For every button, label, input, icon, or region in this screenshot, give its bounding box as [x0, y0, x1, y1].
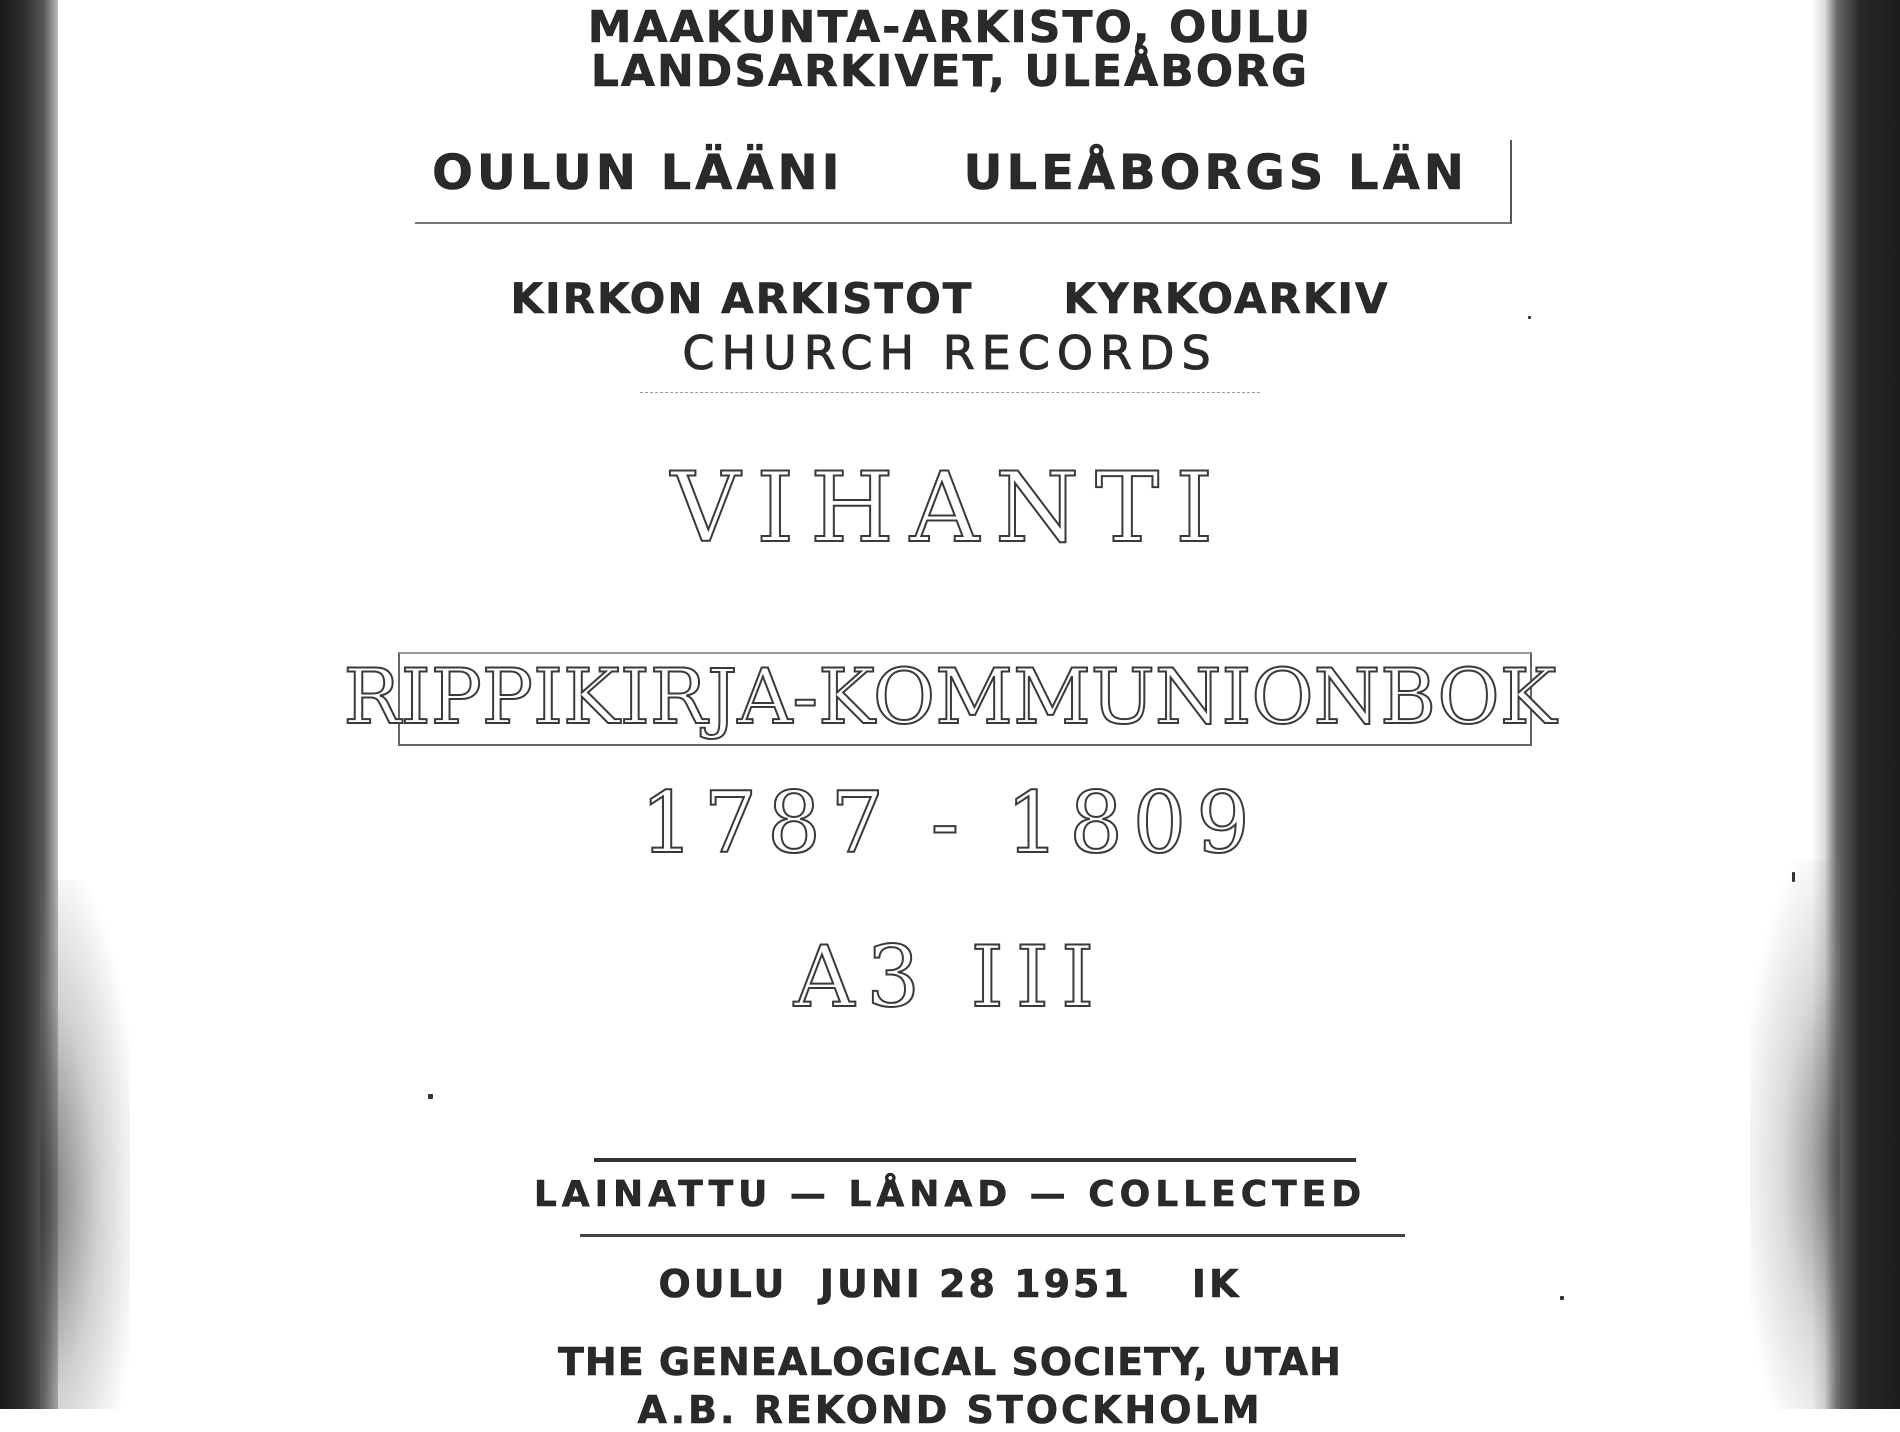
collected-top-rule — [594, 1158, 1356, 1162]
record-years: 1787 - 1809 — [640, 774, 1260, 872]
church-divider — [640, 392, 1260, 393]
collected-label: LAINATTU — LÅNAD — COLLECTED — [533, 1174, 1367, 1215]
parish-name: VIHANTI — [670, 452, 1230, 564]
record-title: RIPPIKIRJA-KOMMUNIONBOK — [343, 652, 1557, 741]
province-line — [0, 145, 1900, 201]
scan-speck — [1792, 872, 1795, 882]
collected-bottom-rule — [580, 1234, 1405, 1237]
scan-speck — [1528, 316, 1531, 319]
church-archive-swedish: KYRKOARKIV — [1063, 274, 1390, 323]
province-finnish: OULUN LÄÄNI — [432, 145, 844, 201]
collected-date: JUNI 28 1951 — [819, 1262, 1132, 1306]
scan-speck — [428, 1094, 433, 1099]
archive-name-finnish: MAAKUNTA-ARKISTO, OULU — [587, 2, 1313, 53]
church-archive-line — [0, 274, 1900, 323]
collected-date-line — [0, 1262, 1900, 1306]
church-archive-finnish: KIRKON ARKISTOT — [510, 274, 974, 323]
collected-place: OULU — [658, 1262, 788, 1306]
church-records-english: CHURCH RECORDS — [682, 326, 1218, 380]
archive-name-swedish: LANDSARKIVET, ULEÅBORG — [590, 46, 1310, 97]
rekond-stockholm: A.B. REKOND STOCKHOLM — [637, 1388, 1263, 1432]
scan-speck — [1560, 1296, 1564, 1300]
genealogical-society: THE GENEALOGICAL SOCIETY, UTAH — [558, 1340, 1342, 1384]
record-signum: A3 III — [793, 928, 1107, 1026]
collected-initials: IK — [1191, 1262, 1242, 1306]
province-swedish: ULEÅBORGS LÄN — [963, 145, 1468, 201]
